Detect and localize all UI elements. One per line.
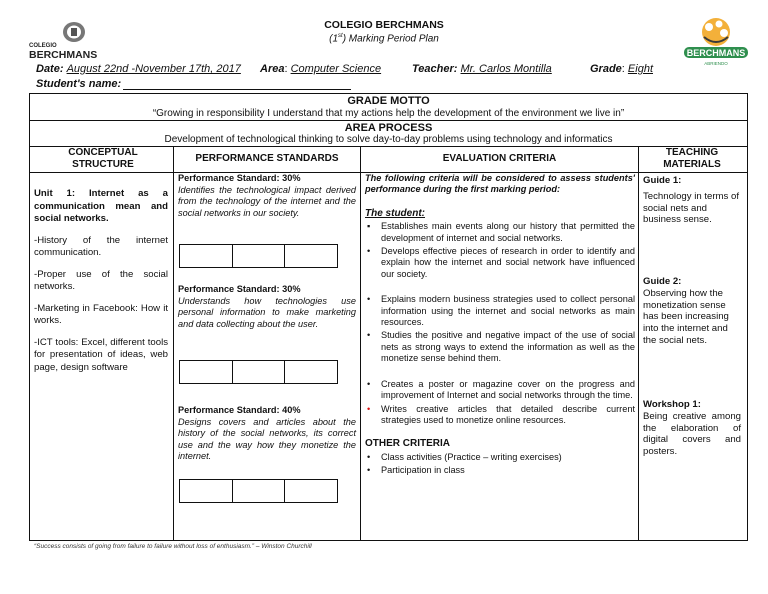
area-process-title: AREA PROCESS	[344, 122, 433, 134]
footer-quote: “Success consists of going from failure to failure without loss of enthusiasm.” – Winston Churchill	[34, 543, 312, 550]
performance-standard-1	[178, 173, 356, 219]
performance-standard-3	[178, 405, 356, 463]
col-header-performance: PERFORMANCE STANDARDS	[195, 153, 339, 164]
plan-title	[0, 33, 768, 44]
other-criteria-list	[365, 452, 635, 477]
score-cell[interactable]	[285, 361, 337, 383]
material-title: Guide 1:	[643, 175, 682, 186]
concept-item: -History of the internet communication.	[34, 234, 168, 258]
logo-left-top-text: COLEGIO	[29, 43, 57, 49]
student-name-line[interactable]	[123, 80, 351, 90]
criteria-list-1	[365, 221, 635, 280]
concept-item: -Marketing in Facebook: How it works.	[34, 302, 168, 326]
concept-item: -Proper use of the social networks.	[34, 268, 168, 292]
score-cell[interactable]	[233, 480, 286, 502]
material-text: Technology in terms of social nets and business sense.	[643, 190, 739, 226]
score-cell[interactable]	[180, 361, 233, 383]
area-value: Computer Science	[290, 63, 382, 75]
col-header-conceptual: CONCEPTUAL STRUCTURE	[68, 147, 138, 170]
grade-motto-text: “Growing in responsibility I understand that my actions help the development of the environment we live in”	[152, 108, 625, 119]
logo-left-bottom-text: BERCHMANS	[29, 49, 98, 61]
criteria-list-3	[365, 379, 635, 427]
score-boxes[interactable]	[179, 479, 338, 503]
col-header-materials: TEACHING MATERIALS	[663, 147, 721, 170]
plan-prefix: (1	[329, 33, 339, 45]
grade-field: Grade: Eight	[590, 63, 653, 75]
date-label: Date:	[36, 63, 64, 75]
score-cell[interactable]	[285, 480, 337, 502]
material-guide-2	[643, 276, 741, 347]
score-cell[interactable]	[233, 361, 286, 383]
criteria-item: ▪ Establishes main events along our history that permitted the development of internet and social networks.	[365, 221, 635, 244]
performance-standard-heading: Performance Standard: 30%	[178, 173, 301, 183]
score-cell[interactable]	[233, 245, 286, 267]
area-field: Area: Computer Science	[260, 63, 382, 75]
performance-standard-heading: Performance Standard: 30%	[178, 284, 301, 294]
concept-item: -ICT tools: Excel, different tools for presentation of ideas, web page, design software	[34, 336, 168, 373]
divider	[29, 120, 748, 121]
unit-title: Unit 1: Internet as a communication mean and social networks.	[34, 188, 168, 224]
plan-sup: st	[338, 33, 343, 39]
area-process-text: Development of technological thinking to solve day-to-day problems using technology and informatics	[164, 134, 613, 145]
col-header-evaluation: EVALUATION CRITERIA	[442, 153, 557, 164]
divider	[360, 146, 361, 541]
material-workshop-1	[643, 399, 741, 458]
material-title: Guide 2:	[643, 276, 682, 287]
score-boxes[interactable]	[179, 244, 338, 268]
evaluation-criteria	[365, 173, 635, 479]
performance-standard-description: Designs covers and articles about the history of the social networks, its correct use and the way how they monetize the internet.	[178, 416, 356, 462]
criteria-item: • Explains modern business strategies used to collect personal information using the internet and social networks as main resources.	[365, 294, 635, 328]
material-guide-1	[643, 175, 741, 226]
divider	[173, 146, 174, 541]
divider	[638, 146, 639, 541]
material-text: Observing how the monetization sense has been increasing into the internet and the social nets.	[643, 287, 729, 346]
performance-standard-description: Understands how technologies use personal information to make marketing and data collecting about the user.	[178, 295, 356, 329]
plan-suffix: ) Marking Period Plan	[342, 33, 439, 45]
score-cell[interactable]	[285, 245, 337, 267]
score-boxes[interactable]	[179, 360, 338, 384]
performance-standard-2	[178, 284, 356, 330]
grade-value: Eight	[627, 63, 653, 75]
teacher-field	[412, 63, 552, 75]
teacher-label: Teacher:	[412, 63, 458, 75]
score-cell[interactable]	[180, 480, 233, 502]
grade-motto-title: GRADE MOTTO	[347, 95, 430, 107]
score-cell[interactable]	[180, 245, 233, 267]
performance-standard-heading: Performance Standard: 40%	[178, 405, 301, 415]
performance-standard-description: Identifies the technological impact derived from the technology of the internet and the social networks in our society.	[178, 184, 356, 218]
other-criteria-heading: OTHER CRITERIA	[365, 438, 450, 450]
criteria-list-2	[365, 294, 635, 364]
date-value: August 22nd -November 17th, 2017	[66, 63, 241, 75]
criteria-item: • Participation in class	[365, 465, 635, 476]
student-name-field	[36, 78, 351, 90]
logo-right-text: BERCHMANS	[686, 48, 746, 58]
school-logo-right	[682, 17, 750, 69]
date-field	[36, 63, 241, 75]
criteria-item: • Writes creative articles that detailed describe current strategies used to monetize online resources.	[365, 404, 635, 427]
material-title: Workshop 1:	[643, 399, 701, 410]
grade-label: Grade	[590, 63, 622, 75]
evaluation-intro: The following criteria will be considered to assess students' performance during the first marking period:	[365, 173, 635, 195]
teacher-value: Mr. Carlos Montilla	[460, 63, 552, 75]
material-text: Being creative among the elaboration of digital covers and posters.	[643, 410, 741, 458]
logo-right-sub: ABRIENDO	[704, 61, 728, 66]
criteria-item: • Studies the positive and negative impact of the use of social nets as strong ways to extend the information as well as the monetize sense behind them.	[365, 330, 635, 364]
criteria-item: • Creates a poster or magazine cover on the progress and improvement of Internet and social networks through the time.	[365, 379, 635, 402]
conceptual-structure	[34, 188, 168, 383]
student-heading: The student:	[365, 207, 425, 219]
area-label: Area	[260, 63, 285, 75]
criteria-item: • Develops effective pieces of research in order to identify and explain how the internet and social network have influenced our society.	[365, 246, 635, 280]
student-name-label: Student's name:	[36, 78, 122, 90]
school-name: COLEGIO BERCHMANS	[324, 19, 444, 31]
criteria-item: • Class activities (Practice – writing exercises)	[365, 452, 635, 463]
